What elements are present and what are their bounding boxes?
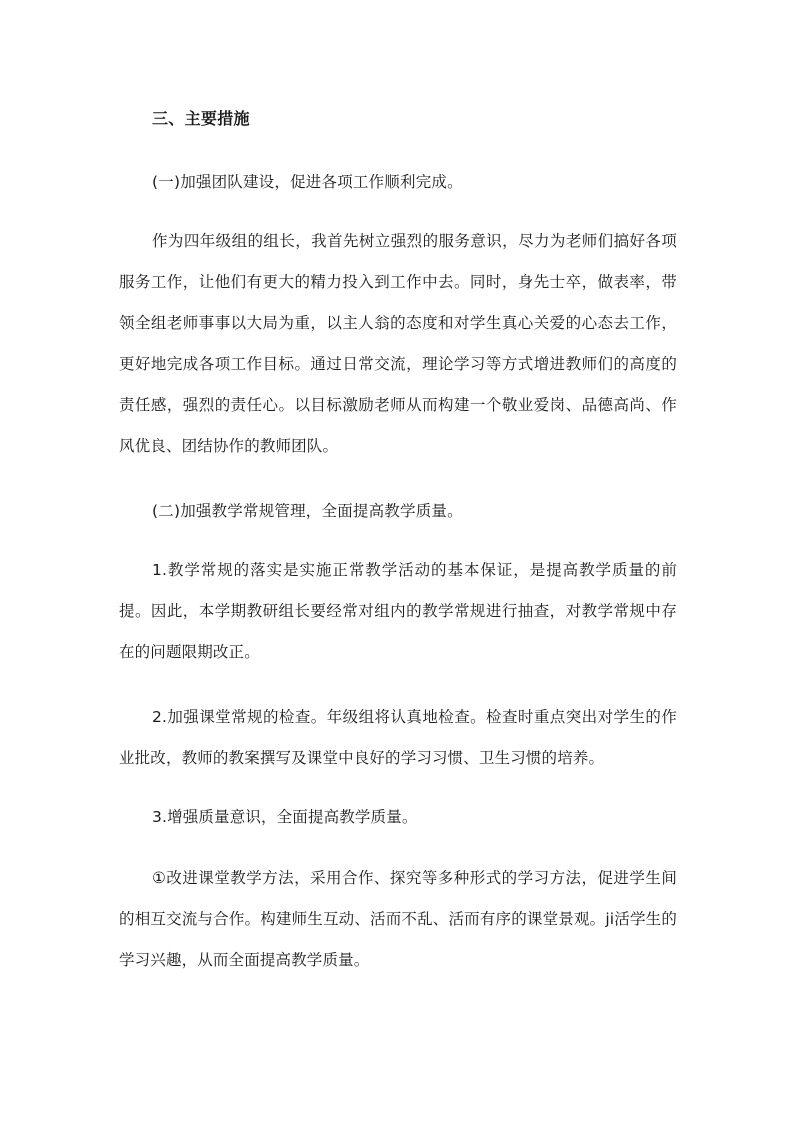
- paragraph-classroom-inspection: 2.加强课堂常规的检查。年级组将认真地检查。检查时重点突出对学生的作业批改，教师的教案撰写及课堂中良好的学习习惯、卫生习惯的培养。: [119, 708, 677, 767]
- paragraph-teaching-methods: ①改进课堂教学方法，采用合作、探究等多种形式的学习方法，促进学生间的相互交流与合作。构建师生互动、活而不乱、活而有序的课堂景观。ji活学生的学习兴趣，从而全面提高教学质量。: [119, 869, 677, 969]
- section-heading: 三、主要措施: [152, 109, 250, 128]
- paragraph-team-leader: 作为四年级组的组长，我首先树立强烈的服务意识，尽力为老师们搞好各项服务工作，让他们有更大的精力投入到工作中去。同时，身先士卒，做表率，带领全组老师事事以大局为重，以主人翁的态度和对学生真心关爱的心态去工作，更好地完成各项工作目标。通过日常交流，理论学习等方式增进教师们的高度的责任感，强烈的责任心。以目标激励老师从而构建一个敬业爱岗、品德高尚、作风优良、团结协作的教师团队。: [119, 232, 677, 455]
- paragraph-quality-awareness: 3.增强质量意识，全面提高教学质量。: [152, 808, 418, 826]
- paragraph-routine-implementation: 1.教学常规的落实是实施正常教学活动的基本保证，是提高教学质量的前提。因此，本学期教研组长要经常对组内的教学常规进行抽查，对教学常规中存在的问题限期改正。: [119, 561, 677, 661]
- subheading-teaching-routine: (二)加强教学常规管理，全面提高教学质量。: [152, 502, 463, 520]
- subheading-team-building: (一)加强团队建设，促进各项工作顺利完成。: [152, 173, 463, 191]
